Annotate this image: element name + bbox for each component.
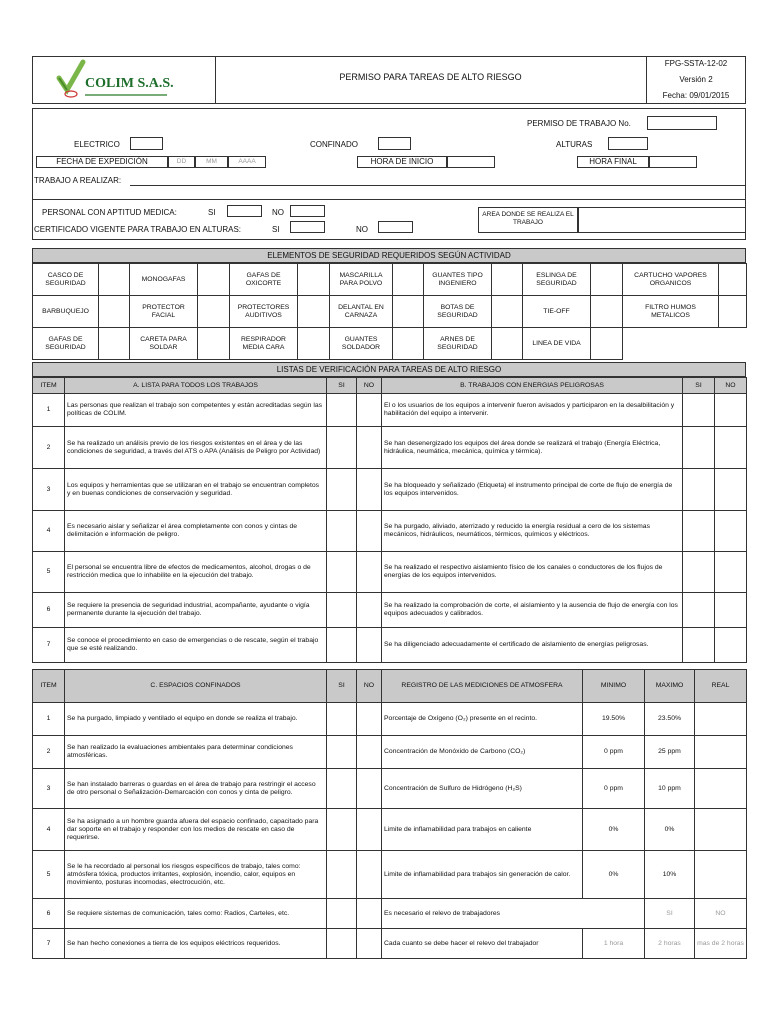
element-protector-facial: PROTECTOR FACIAL	[130, 296, 198, 328]
no-checkbox[interactable]	[357, 769, 382, 809]
element-checkbox[interactable]	[492, 296, 523, 328]
si-checkbox[interactable]	[327, 769, 357, 809]
element-mascarilla: MASCARILLA PARA POLVO	[330, 264, 393, 296]
measurements-header: REGISTRO DE LAS MEDICIONES DE ATMOSFERA	[382, 670, 583, 703]
area-field[interactable]	[578, 207, 746, 233]
no-checkbox[interactable]	[357, 899, 382, 929]
table-row: 5 Se le ha recordado al personal los riesgos específicos de trabajo, tales como: atmósfera tóxica, productos irritantes, explosión, incendio, calor, equipos en movimiento, posturas incomodas, electrocución, etc. Limite de inflamabilidad para trabajos sin generación de calor. 0% 10%	[33, 851, 747, 899]
si-checkbox[interactable]	[327, 736, 357, 769]
hora-inicio-label: HORA DE INICIO	[370, 157, 434, 166]
no-checkbox[interactable]	[357, 851, 382, 899]
si-checkbox[interactable]	[327, 552, 357, 593]
list-c-header: C. ESPACIOS CONFINADOS	[65, 670, 327, 703]
element-respirador: RESPIRADOR MEDIA CARA	[230, 328, 298, 360]
si-checkbox[interactable]	[327, 394, 357, 427]
list-a-header: A. LISTA PARA TODOS LOS TRABAJOS	[65, 378, 327, 394]
confinado-label: CONFINADO	[310, 140, 358, 149]
certificado-si-checkbox[interactable]	[290, 221, 325, 233]
element-cartucho: CARTUCHO VAPORES ORGANICOS	[623, 264, 719, 296]
element-gafas-oxicorte: GAFAS DE OXICORTE	[230, 264, 298, 296]
element-careta: CARETA PARA SOLDAR	[130, 328, 198, 360]
table-row: 6 Se requiere sistemas de comunicación, tales como: Radios, Carteles, etc. Es necesario el relevo de trabajadores SI NO	[33, 899, 747, 929]
fecha-expedicion-label: FECHA DE EXPEDICIÓN	[56, 157, 148, 166]
permit-no-field[interactable]	[647, 116, 717, 130]
si-checkbox[interactable]	[327, 851, 357, 899]
real-header: REAL	[695, 670, 747, 703]
element-checkbox[interactable]	[719, 264, 747, 296]
minimo-header: MINIMO	[583, 670, 645, 703]
alturas-label: ALTURAS	[556, 140, 593, 149]
element-filtro-humos: FILTRO HUMOS METALICOS	[623, 296, 719, 328]
form-code: FPG-SSTA-12-02	[664, 59, 728, 68]
real-value-field[interactable]	[695, 703, 747, 736]
real-value-field[interactable]	[695, 769, 747, 809]
element-casco: CASCO DE SEGURIDAD	[33, 264, 99, 296]
no-checkbox[interactable]	[357, 809, 382, 851]
element-checkbox[interactable]	[492, 264, 523, 296]
alturas-checkbox[interactable]	[608, 137, 648, 150]
no-checkbox[interactable]	[715, 511, 747, 552]
si-checkbox[interactable]	[327, 628, 357, 663]
item-header: ITEM	[33, 378, 65, 394]
element-guantes-ingeniero: GUANTES TIPO INGENIERO	[424, 264, 492, 296]
si-checkbox[interactable]	[683, 469, 715, 511]
si-checkbox[interactable]	[327, 703, 357, 736]
element-guantes-soldador: GUANTES SOLDADOR	[330, 328, 393, 360]
element-checkbox[interactable]	[99, 264, 130, 296]
form-date: Fecha: 09/01/2015	[662, 91, 730, 100]
no-checkbox[interactable]	[357, 427, 382, 469]
si-checkbox[interactable]	[683, 511, 715, 552]
element-checkbox[interactable]	[198, 296, 230, 328]
no-checkbox[interactable]	[357, 703, 382, 736]
table-row: 3 Se han instalado barreras o guardas en el área de trabajo para restringir el acceso de otro personal o Señalización-Demarcación con conos y cinta de peligro. Concentración de Sulfuro de Hidrógeno (H₂S) 0 ppm 10 ppm	[33, 769, 747, 809]
no-checkbox[interactable]	[715, 394, 747, 427]
form-version: Versión 2	[679, 75, 713, 84]
certificado-no-checkbox[interactable]	[378, 221, 413, 233]
form-title: PERMISO PARA TAREAS DE ALTO RIESGO	[339, 72, 522, 82]
si-checkbox[interactable]	[683, 628, 715, 663]
permit-no-label: PERMISO DE TRABAJO No.	[527, 119, 631, 128]
table-row: 2 Se han realizado la evaluaciones ambientales para determinar condiciones atmosféricas. Concentración de Monóxido de Carbono (CO₂) 0 ppm 25 ppm	[33, 736, 747, 769]
no-checkbox[interactable]	[715, 552, 747, 593]
checklists-title: LISTAS DE VERIFICACIÓN PARA TAREAS DE ALTO RIESGO	[276, 365, 502, 374]
no-checkbox[interactable]	[357, 394, 382, 427]
si-checkbox[interactable]	[683, 593, 715, 628]
element-checkbox[interactable]	[492, 328, 523, 360]
no-checkbox[interactable]	[715, 628, 747, 663]
no-checkbox[interactable]	[357, 628, 382, 663]
confined-table: ITEM C. ESPACIOS CONFINADOS SI NO REGISTRO DE LAS MEDICIONES DE ATMOSFERA MINIMO MAXIMO REAL 1 Se ha purgado, limpiado y ventilado el equipo en donde se realiza el trabajo. Porcentaje de Oxígeno (O₂) presente en el recinto. 19.50% 23.50% 2 Se han realizado la evaluaciones ambientales para determinar condiciones atmosféricas. Concentración de Monóxido de Carbono (CO₂) 0 ppm 25 ppm 3 Se han instalado barreras o guardas en el área de trabajo para restringir el acceso de otro personal o Señalización-Demarcación con conos y cinta de peligro. Concentración de Sulfuro de Hidrógeno (H₂S) 0 ppm 10 ppm 4 Se ha asignado a un hombre guarda afuera del espacio confinado, capacitado para dar soporte en el trabajo y responder con los medios de rescate en caso de requerirse. Limite de inflamabilidad para trabajos en caliente 0% 0% 5 Se le ha recordado al personal los riesgos específicos de trabajo, tales como: atmósfera tóxica, productos irritantes, explosión, incendio, calor, equipos en movimiento, posturas incomodas, electrocución, etc. Limite de inflamabilidad para trabajos sin generación de calor. 0% 10% 6 Se requiere sistemas de comunicación, tales como: Radios, Carteles, etc. Es necesario el relevo de trabajadores SI NO 7 Se han hecho conexiones a tierra de los equipos eléctricos requeridos. Cada cuanto se debe hacer el relevo del trabajador 1 hora 2 horas mas de 2 horas	[32, 669, 747, 959]
si-checkbox[interactable]	[327, 469, 357, 511]
aptitud-medica-label: PERSONAL CON APTITUD MEDICA:	[42, 208, 177, 217]
table-row: 7 Se conoce el procedimiento en caso de emergencias o de rescate, según el trabajo que se esté realizando. Se ha diligenciado adecuadamente el certificado de aislamiento de energías peligrosas.	[33, 628, 747, 663]
aptitud-si-checkbox[interactable]	[227, 205, 262, 217]
element-monogafas: MONOGAFAS	[130, 264, 198, 296]
si-checkbox[interactable]	[327, 511, 357, 552]
element-checkbox[interactable]	[99, 296, 130, 328]
si-checkbox[interactable]	[683, 427, 715, 469]
si-checkbox[interactable]	[327, 929, 357, 959]
table-row: 4 Se ha asignado a un hombre guarda afuera del espacio confinado, capacitado para dar soporte en el trabajo y responder con los medios de rescate en caso de requerirse. Limite de inflamabilidad para trabajos en caliente 0% 0%	[33, 809, 747, 851]
si-checkbox[interactable]	[683, 552, 715, 593]
no-checkbox[interactable]	[357, 552, 382, 593]
relevo-mas-2-horas-option[interactable]: mas de 2 horas	[695, 929, 747, 959]
element-checkbox[interactable]	[298, 264, 330, 296]
si-checkbox[interactable]	[327, 809, 357, 851]
trabajo-realizar-line[interactable]	[130, 185, 746, 186]
element-barbuquejo: BARBUQUEJO	[33, 296, 99, 328]
area-label: AREA DONDE SE REALIZA EL TRABAJO	[482, 211, 574, 226]
table-row: 4 Es necesario aislar y señalizar el área completamente con conos y cintas de delimitación e información de peligro. Se ha purgado, aliviado, aterrizado y reducido la energía residual a cero de los sistemas mecánicos, hidráulicos, neumáticos, térmicos, químicos y eléctricos.	[33, 511, 747, 552]
table-row: 2 Se ha realizado un análisis previo de los riesgos existentes en el área y de las condiciones de seguridad, a través del ATS o APA (Análisis de Peligro por Actividad) Se han desenergizado los equipos del área donde se realizará el trabajo (Energía Eléctrica, hidráulica, neumática, mecánica, química y térmica).	[33, 427, 747, 469]
no-checkbox[interactable]	[357, 593, 382, 628]
relevo-si-option[interactable]: SI	[645, 899, 695, 929]
no-checkbox[interactable]	[357, 929, 382, 959]
element-checkbox[interactable]	[393, 296, 424, 328]
hora-final-label: HORA FINAL	[589, 157, 637, 166]
maximo-header: MAXIMO	[645, 670, 695, 703]
certificado-alturas-label: CERTIFICADO VIGENTE PARA TRABAJO EN ALTURAS:	[34, 225, 242, 234]
si-checkbox[interactable]	[327, 593, 357, 628]
element-linea-vida: LINEA DE VIDA	[523, 328, 591, 360]
relevo-2-horas-option[interactable]: 2 horas	[645, 929, 695, 959]
element-checkbox[interactable]	[198, 328, 230, 360]
si-checkbox[interactable]	[327, 427, 357, 469]
no-checkbox[interactable]	[357, 736, 382, 769]
hora-final-field[interactable]	[649, 156, 697, 168]
element-tie-off: TIE-OFF	[523, 296, 591, 328]
element-checkbox[interactable]	[591, 328, 623, 360]
element-protectores-auditivos: PROTECTORES AUDITIVOS	[230, 296, 298, 328]
table-row: 5 El personal se encuentra libre de efectos de medicamentos, alcohol, drogas o de restricción medica que lo inhabilite en la ejecución del trabajo. Se ha realizado el respectivo aislamiento físico de los canales o conductores de los flujos de energías de los equipos intervenidos.	[33, 552, 747, 593]
real-value-field[interactable]	[695, 809, 747, 851]
element-delantal: DELANTAL EN CARNAZA	[330, 296, 393, 328]
no-checkbox[interactable]	[357, 511, 382, 552]
elements-table	[32, 263, 747, 360]
element-checkbox[interactable]	[393, 264, 424, 296]
si-checkbox[interactable]	[327, 899, 357, 929]
element-checkbox[interactable]	[99, 328, 130, 360]
electrico-checkbox[interactable]	[130, 137, 163, 150]
confinado-checkbox[interactable]	[378, 137, 411, 150]
element-checkbox[interactable]	[198, 264, 230, 296]
element-checkbox[interactable]	[719, 296, 747, 328]
relevo-1-hora-option[interactable]: 1 hora	[583, 929, 645, 959]
real-value-field[interactable]	[695, 736, 747, 769]
company-logo	[55, 58, 175, 102]
table-row: 7 Se han hecho conexiones a tierra de los equipos eléctricos requeridos. Cada cuanto se debe hacer el relevo del trabajador 1 hora 2 horas mas de 2 horas	[33, 929, 747, 959]
relevo-no-option[interactable]: NO	[695, 899, 747, 929]
table-row: 6 Se requiere la presencia de seguridad industrial, acompañante, ayudante o vigía permanente durante la ejecución del trabajo. Se ha realizado la comprobación de corte, el aislamiento y la ausencia de flujo de energía con los equipos adecuados y calibrados.	[33, 593, 747, 628]
element-gafas-seguridad: GAFAS DE SEGURIDAD	[33, 328, 99, 360]
checklist-ab-table: ITEM A. LISTA PARA TODOS LOS TRABAJOS SI NO B. TRABAJOS CON ENERGIAS PELIGROSAS SI NO 1 Las personas que realizan el trabajo son competentes y están acreditadas según las políticas de COLIM. El o los usuarios de los equipos a intervenir fueron avisados y participaron en la desalbilitación y habilitación del equipo a intervenir. 2 Se ha realizado un análisis previo de los riesgos existentes en el área y de las condiciones de seguridad, a través del ATS o APA (Análisis de Peligro por Actividad) Se han desenergizado los equipos del área donde se realizará el trabajo (Energía Eléctrica, hidráulica, neumática, mecánica, química y térmica). 3 Los equipos y herramientas que se utilizaran en el trabajo se encuentran completos y en buenas condiciones de conservación y seguridad. Se ha bloqueado y señalizado (Etiqueta) el instrumento principal de corte de flujo de energía de los equipos intervenidos. 4 Es necesario aislar y señalizar el área completamente con conos y cintas de delimitación e información de peligro. Se ha purgado, aliviado, aterrizado y reducido la energía residual a cero de los sistemas mecánicos, hidráulicos, neumáticos, térmicos, químicos y eléctricos. 5 El personal se encuentra libre de efectos de medicamentos, alcohol, drogas o de restricción medica que lo inhabilite en la ejecución del trabajo. Se ha realizado el respectivo aislamiento físico de los canales o conductores de los flujos de energías de los equipos intervenidos. 6 Se requiere la presencia de seguridad industrial, acompañante, ayudante o vigía permanente durante la ejecución del trabajo. Se ha realizado la comprobación de corte, el aislamiento y la ausencia de flujo de energía con los equipos adecuados y calibrados. 7 Se conoce el procedimiento en caso de emergencias o de rescate, según el trabajo que se esté realizando. Se ha diligenciado adecuadamente el certificado de aislamiento de energías peligrosas.	[32, 377, 747, 663]
no-checkbox[interactable]	[357, 469, 382, 511]
no-checkbox[interactable]	[715, 427, 747, 469]
element-checkbox[interactable]	[393, 328, 424, 360]
company-name: COLIM S.A.S.	[85, 76, 174, 91]
element-checkbox[interactable]	[298, 328, 330, 360]
real-value-field[interactable]	[695, 851, 747, 899]
element-checkbox[interactable]	[298, 296, 330, 328]
element-arnes: ARNES DE SEGURIDAD	[424, 328, 492, 360]
list-b-header: B. TRABAJOS CON ENERGIAS PELIGROSAS	[382, 378, 683, 394]
aptitud-no-checkbox[interactable]	[290, 205, 325, 217]
table-row: 1 Se ha purgado, limpiado y ventilado el equipo en donde se realiza el trabajo. Porcentaje de Oxígeno (O₂) presente en el recinto. 19.50% 23.50%	[33, 703, 747, 736]
element-eslinga: ESLINGA DE SEGURIDAD	[523, 264, 591, 296]
table-row: 1 Las personas que realizan el trabajo son competentes y están acreditadas según las políticas de COLIM. El o los usuarios de los equipos a intervenir fueron avisados y participaron en la desalbilitación y habilitación del equipo a intervenir.	[33, 394, 747, 427]
element-checkbox[interactable]	[591, 296, 623, 328]
element-checkbox[interactable]	[591, 264, 623, 296]
hora-inicio-field[interactable]	[447, 156, 495, 168]
no-checkbox[interactable]	[715, 593, 747, 628]
table-row: 3 Los equipos y herramientas que se utilizaran en el trabajo se encuentran completos y en buenas condiciones de conservación y seguridad. Se ha bloqueado y señalizado (Etiqueta) el instrumento principal de corte de flujo de energía de los equipos intervenidos.	[33, 469, 747, 511]
elements-title: ELEMENTOS DE SEGURIDAD REQUERIDOS SEGÚN ACTIVIDAD	[267, 251, 511, 260]
trabajo-realizar-label: TRABAJO A REALIZAR:	[34, 176, 122, 185]
no-checkbox[interactable]	[715, 469, 747, 511]
si-checkbox[interactable]	[683, 394, 715, 427]
electrico-label: ELECTRICO	[74, 140, 120, 149]
element-botas: BOTAS DE SEGURIDAD	[424, 296, 492, 328]
